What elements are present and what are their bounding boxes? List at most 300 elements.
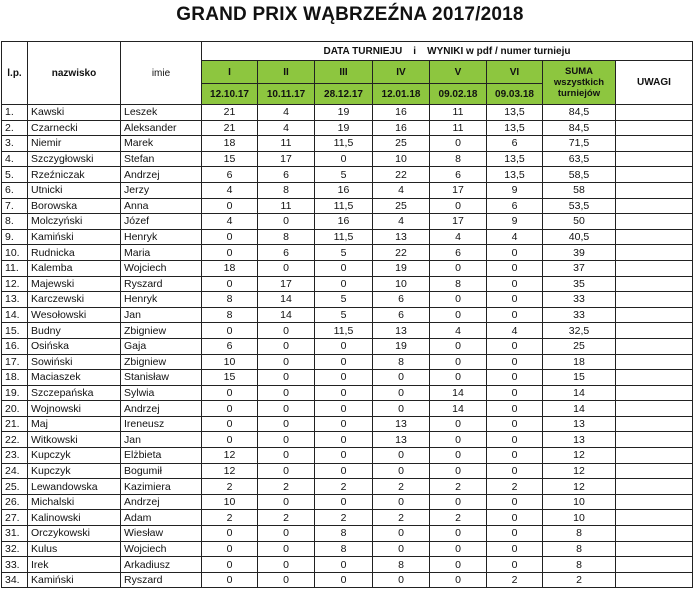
cell-result: 0 bbox=[430, 572, 487, 588]
cell-result: 4 bbox=[258, 120, 315, 136]
cell-result: 11,5 bbox=[315, 198, 373, 214]
cell-result: 25 bbox=[373, 198, 430, 214]
cell-suma: 12 bbox=[543, 463, 616, 479]
cell-nazwisko: Budny bbox=[28, 323, 121, 339]
cell-lp: 24. bbox=[2, 463, 28, 479]
page-title: GRAND PRIX WĄBRZEŹNA 2017/2018 bbox=[176, 4, 524, 25]
cell-result: 12 bbox=[202, 463, 258, 479]
cell-result: 0 bbox=[430, 432, 487, 448]
cell-result: 0 bbox=[202, 541, 258, 557]
cell-lp: 7. bbox=[2, 198, 28, 214]
cell-result: 0 bbox=[487, 276, 543, 292]
cell-result: 0 bbox=[373, 526, 430, 542]
cell-result: 0 bbox=[315, 494, 373, 510]
cell-nazwisko: Majewski bbox=[28, 276, 121, 292]
cell-result: 22 bbox=[373, 167, 430, 183]
cell-result: 0 bbox=[487, 385, 543, 401]
cell-result: 19 bbox=[373, 338, 430, 354]
cell-uwagi bbox=[616, 120, 693, 136]
cell-result: 0 bbox=[430, 541, 487, 557]
cell-result: 13,5 bbox=[487, 151, 543, 167]
cell-result: 6 bbox=[373, 307, 430, 323]
cell-imie: Arkadiusz bbox=[121, 557, 202, 573]
header-date-6: 09.03.18 bbox=[487, 84, 543, 105]
cell-nazwisko: Irek bbox=[28, 557, 121, 573]
cell-result: 4 bbox=[202, 214, 258, 230]
cell-result: 11 bbox=[430, 105, 487, 121]
cell-uwagi bbox=[616, 354, 693, 370]
header-lp: l.p. bbox=[2, 42, 28, 105]
cell-result: 4 bbox=[373, 214, 430, 230]
cell-result: 11 bbox=[258, 136, 315, 152]
cell-result: 0 bbox=[258, 572, 315, 588]
cell-result: 6 bbox=[202, 167, 258, 183]
table-row bbox=[2, 510, 693, 526]
cell-result: 4 bbox=[487, 229, 543, 245]
cell-result: 0 bbox=[430, 136, 487, 152]
cell-suma: 84,5 bbox=[543, 105, 616, 121]
table-row bbox=[2, 151, 693, 167]
cell-result: 6 bbox=[430, 167, 487, 183]
cell-result: 15 bbox=[202, 370, 258, 386]
cell-result: 0 bbox=[258, 385, 315, 401]
cell-result: 6 bbox=[487, 136, 543, 152]
cell-suma: 10 bbox=[543, 494, 616, 510]
cell-result: 0 bbox=[202, 557, 258, 573]
cell-result: 8 bbox=[202, 307, 258, 323]
cell-result: 13,5 bbox=[487, 105, 543, 121]
cell-result: 0 bbox=[487, 292, 543, 308]
cell-result: 0 bbox=[258, 494, 315, 510]
cell-result: 15 bbox=[202, 151, 258, 167]
cell-result: 14 bbox=[258, 307, 315, 323]
cell-result: 2 bbox=[487, 572, 543, 588]
cell-nazwisko: Maciaszek bbox=[28, 370, 121, 386]
cell-result: 0 bbox=[487, 354, 543, 370]
table-row bbox=[2, 245, 693, 261]
cell-imie: Anna bbox=[121, 198, 202, 214]
cell-result: 9 bbox=[487, 214, 543, 230]
cell-result: 14 bbox=[430, 401, 487, 417]
cell-result: 0 bbox=[487, 260, 543, 276]
cell-uwagi bbox=[616, 136, 693, 152]
cell-result: 2 bbox=[202, 479, 258, 495]
table-row bbox=[2, 432, 693, 448]
cell-result: 0 bbox=[315, 401, 373, 417]
cell-result: 0 bbox=[258, 557, 315, 573]
cell-suma: 14 bbox=[543, 385, 616, 401]
cell-result: 13,5 bbox=[487, 167, 543, 183]
cell-uwagi bbox=[616, 370, 693, 386]
header-imie: imie bbox=[121, 42, 202, 105]
table-row bbox=[2, 448, 693, 464]
cell-lp: 2. bbox=[2, 120, 28, 136]
cell-uwagi bbox=[616, 214, 693, 230]
cell-result: 4 bbox=[202, 182, 258, 198]
cell-result: 11 bbox=[258, 198, 315, 214]
cell-result: 0 bbox=[373, 463, 430, 479]
cell-result: 2 bbox=[373, 479, 430, 495]
cell-nazwisko: Borowska bbox=[28, 198, 121, 214]
cell-result: 0 bbox=[430, 463, 487, 479]
cell-nazwisko: Witkowski bbox=[28, 432, 121, 448]
cell-result: 0 bbox=[315, 463, 373, 479]
cell-nazwisko: Maj bbox=[28, 416, 121, 432]
cell-result: 0 bbox=[373, 385, 430, 401]
cell-result: 2 bbox=[487, 479, 543, 495]
cell-uwagi bbox=[616, 245, 693, 261]
cell-lp: 13. bbox=[2, 292, 28, 308]
cell-suma: 8 bbox=[543, 557, 616, 573]
cell-result: 0 bbox=[487, 307, 543, 323]
cell-result: 2 bbox=[202, 510, 258, 526]
cell-result: 0 bbox=[202, 276, 258, 292]
header-date-3: 28.12.17 bbox=[315, 84, 373, 105]
cell-uwagi bbox=[616, 260, 693, 276]
cell-uwagi bbox=[616, 385, 693, 401]
cell-result: 0 bbox=[373, 572, 430, 588]
cell-imie: Wojciech bbox=[121, 541, 202, 557]
cell-nazwisko: Kalinowski bbox=[28, 510, 121, 526]
cell-suma: 35 bbox=[543, 276, 616, 292]
header-date-4: 12.01.18 bbox=[373, 84, 430, 105]
table-row bbox=[2, 370, 693, 386]
table-row bbox=[2, 354, 693, 370]
cell-imie: Jerzy bbox=[121, 182, 202, 198]
cell-nazwisko: Michalski bbox=[28, 494, 121, 510]
cell-result: 12 bbox=[202, 448, 258, 464]
cell-lp: 1. bbox=[2, 105, 28, 121]
cell-lp: 25. bbox=[2, 479, 28, 495]
cell-suma: 37 bbox=[543, 260, 616, 276]
cell-imie: Elżbieta bbox=[121, 448, 202, 464]
cell-nazwisko: Rudnicka bbox=[28, 245, 121, 261]
cell-suma: 84,5 bbox=[543, 120, 616, 136]
cell-lp: 27. bbox=[2, 510, 28, 526]
cell-lp: 33. bbox=[2, 557, 28, 573]
cell-imie: Stefan bbox=[121, 151, 202, 167]
cell-suma: 33 bbox=[543, 292, 616, 308]
cell-result: 8 bbox=[258, 229, 315, 245]
cell-imie: Zbigniew bbox=[121, 323, 202, 339]
cell-result: 0 bbox=[315, 448, 373, 464]
cell-result: 13 bbox=[373, 432, 430, 448]
cell-nazwisko: Szczygłowski bbox=[28, 151, 121, 167]
cell-result: 2 bbox=[258, 479, 315, 495]
cell-result: 0 bbox=[258, 541, 315, 557]
cell-result: 2 bbox=[315, 479, 373, 495]
cell-result: 0 bbox=[487, 448, 543, 464]
cell-result: 0 bbox=[258, 401, 315, 417]
cell-imie: Henryk bbox=[121, 229, 202, 245]
cell-result: 0 bbox=[373, 401, 430, 417]
cell-result: 11,5 bbox=[315, 136, 373, 152]
cell-result: 0 bbox=[258, 338, 315, 354]
cell-result: 11 bbox=[430, 120, 487, 136]
cell-result: 2 bbox=[430, 510, 487, 526]
cell-imie: Maria bbox=[121, 245, 202, 261]
cell-suma: 25 bbox=[543, 338, 616, 354]
cell-nazwisko: Kamiński bbox=[28, 572, 121, 588]
cell-lp: 6. bbox=[2, 182, 28, 198]
cell-suma: 50 bbox=[543, 214, 616, 230]
cell-uwagi bbox=[616, 541, 693, 557]
cell-result: 4 bbox=[430, 229, 487, 245]
table-row bbox=[2, 229, 693, 245]
cell-uwagi bbox=[616, 401, 693, 417]
cell-result: 6 bbox=[373, 292, 430, 308]
cell-result: 11,5 bbox=[315, 229, 373, 245]
header-roman-5: V bbox=[430, 61, 487, 84]
cell-result: 0 bbox=[487, 432, 543, 448]
cell-result: 14 bbox=[430, 385, 487, 401]
cell-result: 5 bbox=[315, 167, 373, 183]
cell-result: 25 bbox=[373, 136, 430, 152]
cell-lp: 31. bbox=[2, 526, 28, 542]
cell-result: 8 bbox=[315, 541, 373, 557]
cell-suma: 2 bbox=[543, 572, 616, 588]
cell-result: 0 bbox=[487, 526, 543, 542]
cell-imie: Wiesław bbox=[121, 526, 202, 542]
table-row bbox=[2, 572, 693, 588]
cell-result: 5 bbox=[315, 292, 373, 308]
cell-result: 0 bbox=[202, 323, 258, 339]
cell-uwagi bbox=[616, 276, 693, 292]
cell-suma: 12 bbox=[543, 448, 616, 464]
header-uwagi: UWAGI bbox=[616, 61, 693, 105]
cell-result: 0 bbox=[430, 198, 487, 214]
cell-nazwisko: Wojnowski bbox=[28, 401, 121, 417]
cell-uwagi bbox=[616, 167, 693, 183]
cell-nazwisko: Kamiński bbox=[28, 229, 121, 245]
cell-lp: 18. bbox=[2, 370, 28, 386]
cell-result: 0 bbox=[258, 526, 315, 542]
cell-lp: 22. bbox=[2, 432, 28, 448]
cell-result: 0 bbox=[315, 260, 373, 276]
table-row bbox=[2, 416, 693, 432]
cell-result: 0 bbox=[258, 463, 315, 479]
cell-result: 0 bbox=[430, 370, 487, 386]
cell-suma: 32,5 bbox=[543, 323, 616, 339]
cell-lp: 8. bbox=[2, 214, 28, 230]
table-row bbox=[2, 541, 693, 557]
cell-uwagi bbox=[616, 432, 693, 448]
cell-result: 0 bbox=[258, 323, 315, 339]
cell-result: 0 bbox=[202, 432, 258, 448]
cell-result: 0 bbox=[430, 338, 487, 354]
cell-result: 4 bbox=[487, 323, 543, 339]
table-row bbox=[2, 463, 693, 479]
cell-result: 19 bbox=[315, 120, 373, 136]
cell-nazwisko: Rzeźniczak bbox=[28, 167, 121, 183]
cell-nazwisko: Szczepańska bbox=[28, 385, 121, 401]
cell-result: 0 bbox=[430, 448, 487, 464]
table-row bbox=[2, 214, 693, 230]
cell-suma: 12 bbox=[543, 479, 616, 495]
cell-result: 0 bbox=[487, 416, 543, 432]
table-row bbox=[2, 323, 693, 339]
cell-result: 10 bbox=[202, 354, 258, 370]
header-roman-1: I bbox=[202, 61, 258, 84]
header-roman-3: III bbox=[315, 61, 373, 84]
cell-result: 0 bbox=[315, 572, 373, 588]
cell-result: 6 bbox=[202, 338, 258, 354]
cell-uwagi bbox=[616, 494, 693, 510]
table-row bbox=[2, 276, 693, 292]
cell-result: 4 bbox=[373, 182, 430, 198]
cell-imie: Sylwia bbox=[121, 385, 202, 401]
cell-result: 16 bbox=[315, 214, 373, 230]
cell-imie: Marek bbox=[121, 136, 202, 152]
table-row bbox=[2, 494, 693, 510]
cell-result: 17 bbox=[430, 182, 487, 198]
cell-lp: 10. bbox=[2, 245, 28, 261]
cell-result: 5 bbox=[315, 307, 373, 323]
cell-result: 6 bbox=[258, 245, 315, 261]
cell-lp: 21. bbox=[2, 416, 28, 432]
cell-result: 0 bbox=[373, 370, 430, 386]
cell-result: 8 bbox=[258, 182, 315, 198]
cell-imie: Ireneusz bbox=[121, 416, 202, 432]
cell-result: 0 bbox=[202, 245, 258, 261]
header-suma: SUMA wszystkich turniejów bbox=[543, 61, 616, 105]
cell-result: 0 bbox=[430, 416, 487, 432]
cell-result: 0 bbox=[430, 494, 487, 510]
cell-uwagi bbox=[616, 338, 693, 354]
cell-uwagi bbox=[616, 151, 693, 167]
cell-imie: Aleksander bbox=[121, 120, 202, 136]
cell-imie: Zbigniew bbox=[121, 354, 202, 370]
cell-result: 13,5 bbox=[487, 120, 543, 136]
cell-result: 0 bbox=[258, 214, 315, 230]
cell-nazwisko: Czarnecki bbox=[28, 120, 121, 136]
cell-suma: 63,5 bbox=[543, 151, 616, 167]
cell-result: 0 bbox=[487, 463, 543, 479]
table-row bbox=[2, 292, 693, 308]
cell-result: 0 bbox=[315, 385, 373, 401]
cell-result: 0 bbox=[202, 526, 258, 542]
cell-result: 4 bbox=[258, 105, 315, 121]
cell-result: 14 bbox=[258, 292, 315, 308]
cell-result: 0 bbox=[202, 385, 258, 401]
cell-nazwisko: Kawski bbox=[28, 105, 121, 121]
cell-imie: Adam bbox=[121, 510, 202, 526]
cell-imie: Ryszard bbox=[121, 572, 202, 588]
cell-result: 17 bbox=[430, 214, 487, 230]
cell-result: 0 bbox=[315, 370, 373, 386]
cell-imie: Jan bbox=[121, 307, 202, 323]
cell-uwagi bbox=[616, 105, 693, 121]
cell-lp: 11. bbox=[2, 260, 28, 276]
cell-result: 0 bbox=[487, 338, 543, 354]
cell-suma: 18 bbox=[543, 354, 616, 370]
cell-result: 0 bbox=[315, 432, 373, 448]
cell-imie: Józef bbox=[121, 214, 202, 230]
cell-result: 10 bbox=[373, 151, 430, 167]
cell-imie: Bogumił bbox=[121, 463, 202, 479]
cell-result: 21 bbox=[202, 120, 258, 136]
cell-suma: 8 bbox=[543, 541, 616, 557]
cell-result: 18 bbox=[202, 136, 258, 152]
cell-lp: 16. bbox=[2, 338, 28, 354]
table-row bbox=[2, 479, 693, 495]
table-row bbox=[2, 136, 693, 152]
cell-nazwisko: Kupczyk bbox=[28, 463, 121, 479]
cell-result: 8 bbox=[373, 557, 430, 573]
results-table bbox=[1, 41, 693, 588]
cell-imie: Stanisław bbox=[121, 370, 202, 386]
cell-result: 18 bbox=[202, 260, 258, 276]
cell-result: 22 bbox=[373, 245, 430, 261]
cell-nazwisko: Wesołowski bbox=[28, 307, 121, 323]
cell-suma: 14 bbox=[543, 401, 616, 417]
cell-suma: 10 bbox=[543, 510, 616, 526]
table-row bbox=[2, 167, 693, 183]
cell-lp: 20. bbox=[2, 401, 28, 417]
cell-result: 2 bbox=[258, 510, 315, 526]
cell-result: 0 bbox=[315, 276, 373, 292]
cell-lp: 23. bbox=[2, 448, 28, 464]
cell-result: 2 bbox=[315, 510, 373, 526]
cell-imie: Wojciech bbox=[121, 260, 202, 276]
cell-result: 19 bbox=[373, 260, 430, 276]
header-date-1: 12.10.17 bbox=[202, 84, 258, 105]
cell-nazwisko: Sowiński bbox=[28, 354, 121, 370]
cell-result: 0 bbox=[315, 416, 373, 432]
cell-result: 0 bbox=[373, 494, 430, 510]
cell-suma: 13 bbox=[543, 432, 616, 448]
table-row bbox=[2, 120, 693, 136]
cell-result: 0 bbox=[315, 557, 373, 573]
cell-result: 0 bbox=[258, 354, 315, 370]
cell-result: 19 bbox=[315, 105, 373, 121]
cell-suma: 58,5 bbox=[543, 167, 616, 183]
cell-result: 5 bbox=[315, 245, 373, 261]
cell-imie: Kazimiera bbox=[121, 479, 202, 495]
table-row bbox=[2, 105, 693, 121]
table-row bbox=[2, 198, 693, 214]
cell-result: 21 bbox=[202, 105, 258, 121]
cell-result: 13 bbox=[373, 229, 430, 245]
header-nazwisko: nazwisko bbox=[28, 42, 121, 105]
cell-result: 0 bbox=[258, 448, 315, 464]
cell-result: 2 bbox=[430, 479, 487, 495]
cell-imie: Leszek bbox=[121, 105, 202, 121]
header-tournament-group: DATA TURNIEJU i WYNIKI w pdf / numer turnieju bbox=[202, 42, 693, 61]
cell-nazwisko: Niemir bbox=[28, 136, 121, 152]
cell-nazwisko: Karczewski bbox=[28, 292, 121, 308]
table-row bbox=[2, 260, 693, 276]
cell-suma: 33 bbox=[543, 307, 616, 323]
cell-lp: 14. bbox=[2, 307, 28, 323]
cell-lp: 4. bbox=[2, 151, 28, 167]
table-row bbox=[2, 307, 693, 323]
cell-result: 6 bbox=[258, 167, 315, 183]
cell-result: 0 bbox=[487, 541, 543, 557]
cell-uwagi bbox=[616, 229, 693, 245]
cell-uwagi bbox=[616, 448, 693, 464]
cell-nazwisko: Orczykowski bbox=[28, 526, 121, 542]
table-row bbox=[2, 385, 693, 401]
cell-suma: 40,5 bbox=[543, 229, 616, 245]
cell-imie: Andrzej bbox=[121, 494, 202, 510]
cell-result: 0 bbox=[202, 198, 258, 214]
cell-result: 10 bbox=[202, 494, 258, 510]
cell-uwagi bbox=[616, 416, 693, 432]
cell-nazwisko: Kalemba bbox=[28, 260, 121, 276]
cell-result: 10 bbox=[373, 276, 430, 292]
cell-suma: 13 bbox=[543, 416, 616, 432]
